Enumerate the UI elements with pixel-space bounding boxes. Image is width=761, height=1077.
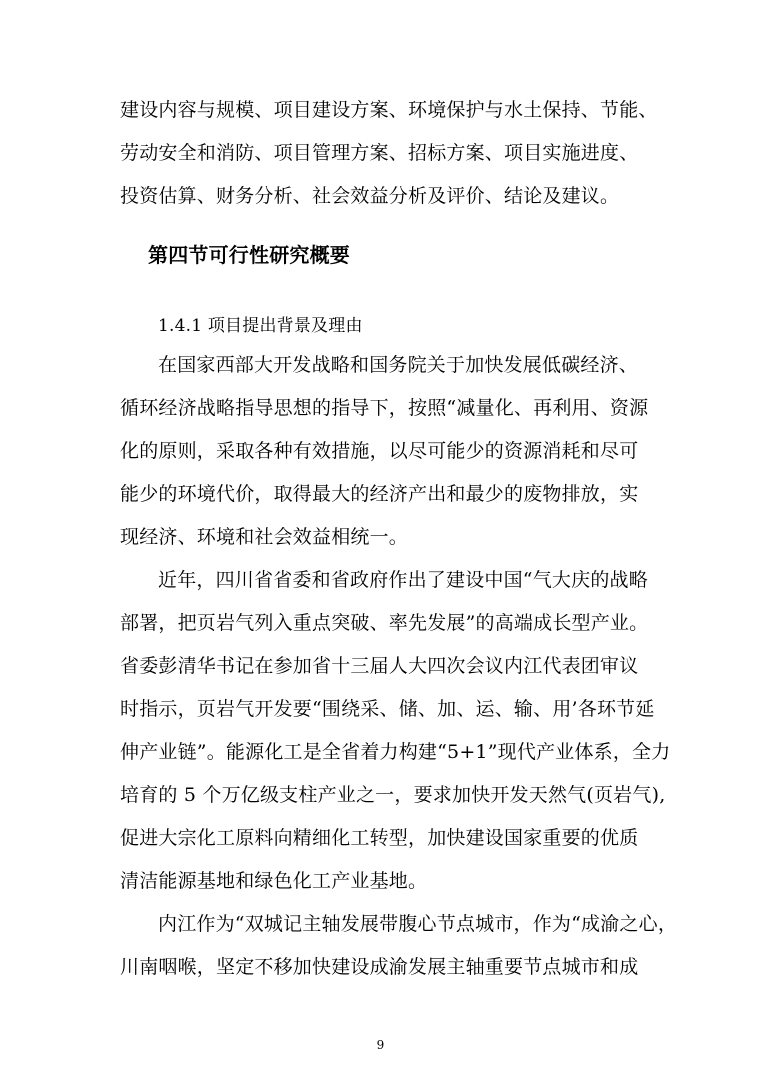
text-line: 内江作为“双城记主轴发展带腹心节点城市，作为“成渝之心，	[158, 913, 678, 935]
text-line: 能少的环境代价，取得最大的经济产出和最少的废物排放，实	[120, 483, 639, 505]
text-line: 川南咽喉，坚定不移加快建设成渝发展主轴重要节点城市和成	[120, 956, 639, 978]
section-heading: 第四节可行性研究概要	[148, 243, 350, 267]
text-line: 培育的 5 个万亿级支柱产业之一，要求加快开发天然气(页岩气),	[120, 784, 666, 806]
text-line: 时指示，页岩气开发要“围绕采、储、加、运、输、用’各环节延	[120, 698, 655, 720]
text-line: 投资估算、财务分析、社会效益分析及评价、结论及建议。	[120, 185, 620, 207]
subsection-heading: 1.4.1 项目提出背景及理由	[158, 316, 363, 336]
text-line: 促进大宗化工原料向精细化工转型，加快建设国家重要的优质	[120, 827, 639, 849]
text-line: 循环经济战略指导思想的指导下，按照“减量化、再利用、资源	[120, 397, 649, 419]
text-line: 劳动安全和消防、项目管理方案、招标方案、项目实施进度、	[120, 142, 639, 164]
text-line: 部署，把页岩气列入重点突破、率先发展”的高端成长型产业。	[120, 612, 649, 634]
text-line: 伸产业链”。能源化工是全省着力构建“5+1”现代产业体系，全力	[120, 741, 671, 763]
text-line: 在国家西部大开发战略和国务院关于加快发展低碳经济、	[158, 354, 639, 376]
text-line: 现经济、环境和社会效益相统一。	[120, 526, 409, 548]
text-line: 建设内容与规模、项目建设方案、环境保护与水土保持、节能、	[120, 99, 658, 121]
text-line: 化的原则，采取各种有效措施，以尽可能少的资源消耗和尽可	[120, 440, 639, 462]
text-line: 省委彭清华书记在参加省十三届人大四次会议内江代表团审议	[120, 655, 639, 677]
page-number: 9	[376, 1038, 385, 1052]
text-line: 近年，四川省省委和省政府作出了建设中国“气大庆的战略	[158, 569, 648, 591]
text-line: 清洁能源基地和绿色化工产业基地。	[120, 870, 428, 892]
